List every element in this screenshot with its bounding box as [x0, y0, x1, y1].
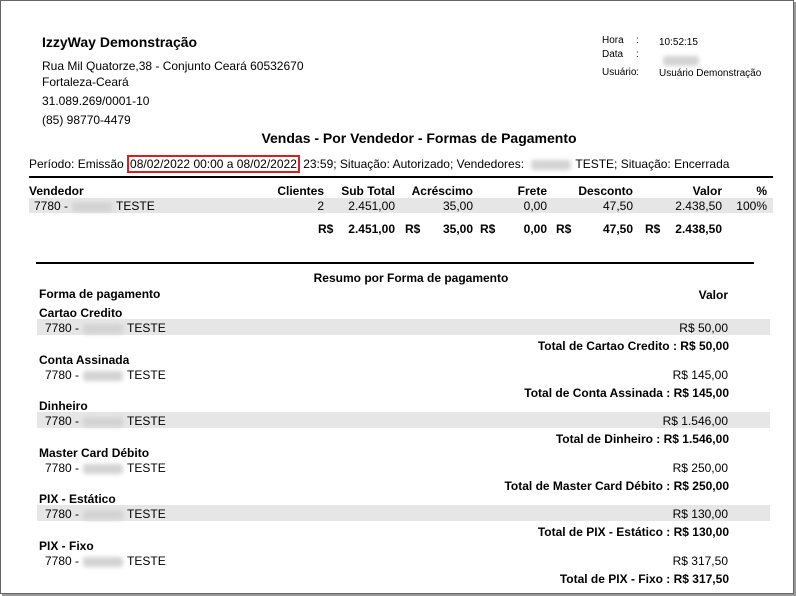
seller-name: TESTE	[127, 368, 166, 382]
usuario-value: Usuário Demonstração	[659, 68, 762, 79]
payment-row-value: R$ 317,50	[672, 554, 728, 568]
payment-total: Total de Dinheiro : R$ 1.546,00	[555, 432, 729, 446]
divider	[36, 262, 754, 264]
col-pct: %	[756, 184, 767, 198]
col-valor: Valor	[692, 184, 722, 198]
colon: :	[636, 35, 639, 46]
payment-method-name: PIX - Fixo	[39, 539, 94, 553]
report-title: Vendas - Por Vendedor - Formas de Pagamento	[261, 130, 577, 146]
payment-method-name: Dinheiro	[39, 399, 88, 413]
payment-row-seller	[45, 507, 166, 521]
payment-row-value: R$ 250,00	[672, 461, 728, 475]
seller-name: TESTE	[127, 507, 166, 521]
seller-name: TESTE	[127, 554, 166, 568]
filter-seller: TESTE	[575, 157, 615, 171]
col-valor-resumo: Valor	[698, 288, 728, 302]
filter-line	[29, 157, 729, 171]
payment-method-name: Master Card Débito	[39, 446, 150, 460]
hora-value: 10:52:15	[659, 37, 698, 48]
payment-method-name: PIX - Estático	[39, 492, 116, 506]
total-acrescimo: 35,00	[442, 222, 473, 236]
payment-total: Total de Master Card Débito : R$ 250,00	[504, 479, 729, 493]
seller-code: 7780 -	[45, 554, 80, 568]
total-currency: R$	[480, 222, 496, 236]
seller-code: 7780 -	[45, 414, 80, 428]
payment-method-name: Conta Assinada	[39, 353, 130, 367]
total-desconto: 47,50	[602, 222, 633, 236]
col-subtotal: Sub Total	[341, 184, 395, 198]
row-frete: 0,00	[523, 199, 547, 213]
total-valor: 2.438,50	[675, 222, 722, 236]
row-acrescimo: 35,00	[442, 199, 473, 213]
total-currency: R$	[645, 222, 661, 236]
seller-code: 7780 -	[45, 507, 80, 521]
row-subtotal: 2.451,00	[348, 199, 395, 213]
payment-total: Total de PIX - Estático : R$ 130,00	[537, 525, 729, 539]
filter-suffix: ; Situação: Encerrada	[614, 157, 730, 171]
row-pct: 100%	[736, 199, 767, 213]
company-name: IzzyWay Demonstração	[42, 34, 198, 50]
row-valor: 2.438,50	[675, 199, 722, 213]
col-acrescimo: Acréscimo	[411, 184, 473, 198]
table-row-seller: 7780 - TESTE	[34, 199, 155, 213]
total-frete: 0,00	[523, 222, 547, 236]
row-clientes: 2	[317, 199, 324, 213]
seller-name: TESTE	[127, 321, 166, 335]
payment-row-value: R$ 130,00	[672, 507, 728, 521]
payment-row-seller	[45, 368, 166, 382]
company-address: Rua Mil Quatorze,38 - Conjunto Ceará 60532670	[42, 59, 304, 73]
payment-row-value: R$ 50,00	[679, 321, 728, 335]
company-phone: (85) 98770-4479	[42, 113, 131, 127]
payment-row-seller	[45, 414, 166, 428]
filter-mid: 23:59; Situação: Autorizado; Vendedores:	[299, 157, 528, 171]
seller-name: TESTE	[127, 461, 166, 475]
seller-code: 7780 -	[45, 321, 80, 335]
usuario-label: Usuário	[602, 67, 637, 78]
divider	[29, 176, 773, 178]
seller-name: TESTE	[127, 414, 166, 428]
colon: :	[636, 67, 639, 78]
company-cnpj: 31.089.269/0001-10	[42, 94, 150, 108]
hora-label: Hora	[602, 35, 624, 46]
resumo-title: Resumo por Forma de pagamento	[313, 271, 509, 285]
total-subtotal: 2.451,00	[348, 222, 395, 236]
total-currency: R$	[405, 222, 421, 236]
payment-total: Total de Conta Assinada : R$ 145,00	[524, 386, 729, 400]
total-currency: R$	[318, 222, 334, 236]
payment-total: Total de PIX - Fixo : R$ 317,50	[559, 572, 729, 586]
row-desconto: 47,50	[602, 199, 633, 213]
payment-method-name: Cartao Credito	[39, 306, 123, 320]
col-vendedor: Vendedor	[29, 184, 84, 198]
seller-code: 7780 -	[45, 368, 80, 382]
colon: :	[636, 49, 639, 60]
payment-row-seller	[45, 461, 166, 475]
company-city: Fortaleza-Ceará	[42, 75, 129, 89]
payment-total: Total de Cartao Credito : R$ 50,00	[537, 339, 729, 353]
payment-row-seller	[45, 554, 166, 568]
payment-row-value: R$ 1.546,00	[662, 414, 728, 428]
payment-row-value: R$ 145,00	[672, 368, 728, 382]
filter-prefix: Período: Emissão	[29, 157, 128, 171]
payment-row-seller	[45, 321, 166, 335]
total-currency: R$	[556, 222, 572, 236]
data-label: Data	[602, 49, 624, 60]
col-frete: Frete	[517, 184, 547, 198]
col-forma: Forma de pagamento	[39, 287, 161, 301]
seller-code: 7780 -	[45, 461, 80, 475]
col-desconto: Desconto	[578, 184, 633, 198]
period-highlight: 08/02/2022 00:00 a 08/02/2022	[127, 155, 300, 173]
col-clientes: Clientes	[277, 184, 324, 198]
